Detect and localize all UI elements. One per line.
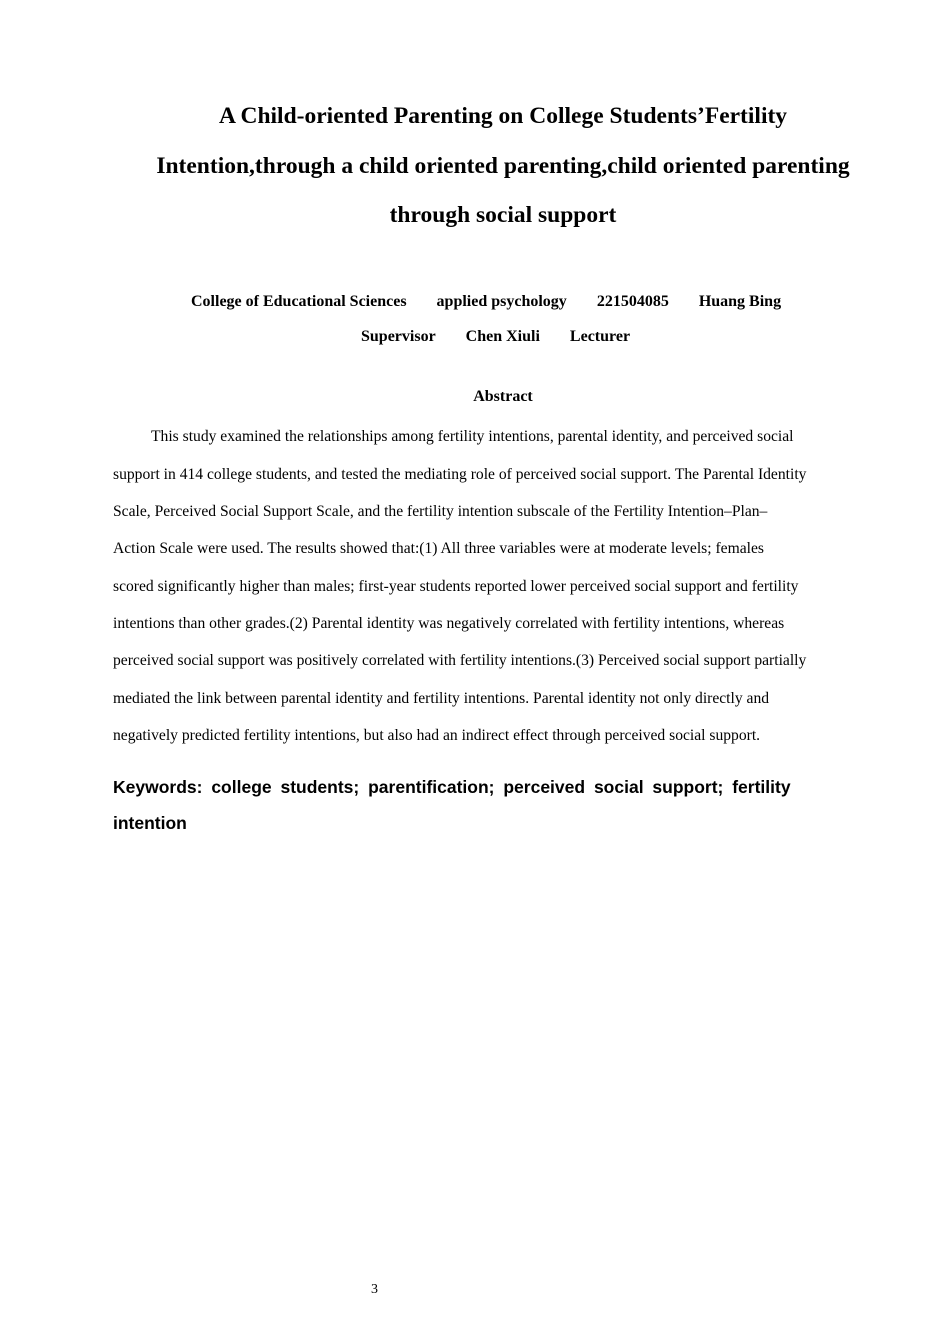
abstract-line-2: support in 414 college students, and tested the mediating role of perceived social support. The Parental Identity xyxy=(113,466,807,483)
abstract-heading: Abstract xyxy=(473,388,533,405)
title-line-3: through social support xyxy=(389,202,617,228)
title-line-1: A Child-oriented Parenting on College Students’Fertility xyxy=(218,103,788,129)
title-line-2: Intention,through a child oriented parenting,child oriented parenting xyxy=(156,153,850,179)
college-name: College of Educational Sciences xyxy=(191,293,407,310)
student-id: 221504085 xyxy=(596,293,669,310)
keywords-line-1: Keywords: college students; parentification; perceived social support; fertility xyxy=(113,777,791,797)
major-name: applied psychology xyxy=(436,293,567,310)
abstract-line-7: perceived social support was positively correlated with fertility intentions.(3) Perceived social support partially xyxy=(113,652,807,669)
keywords-line-2: intention xyxy=(113,813,187,833)
abstract-line-5: scored significantly higher than males; first-year students reported lower perceived social support and fertility xyxy=(113,578,799,595)
supervisor-title: Lecturer xyxy=(569,328,631,345)
abstract-line-1: This study examined the relationships among fertility intentions, parental identity, and perceived social xyxy=(151,428,794,445)
abstract-line-8: mediated the link between parental identity and fertility intentions. Parental identity not only directly and xyxy=(113,690,770,707)
supervisor-info xyxy=(361,327,630,347)
supervisor-label: Supervisor xyxy=(361,328,436,345)
abstract-line-6: intentions than other grades.(2) Parental identity was negatively correlated with fertility intentions, whereas xyxy=(113,615,785,632)
page-number: 3 xyxy=(371,1282,378,1297)
abstract-line-3: Scale, Perceived Social Support Scale, and the fertility intention subscale of the Fertility Intention–Plan– xyxy=(113,503,768,520)
supervisor-name: Chen Xiuli xyxy=(465,328,540,345)
abstract-line-4: Action Scale were used. The results showed that:(1) All three variables were at moderate levels; females xyxy=(113,540,764,557)
abstract-line-9: negatively predicted fertility intentions, but also had an indirect effect through perceived social support. xyxy=(113,727,761,744)
author-name: Huang Bing xyxy=(698,293,782,310)
author-info xyxy=(191,292,781,312)
